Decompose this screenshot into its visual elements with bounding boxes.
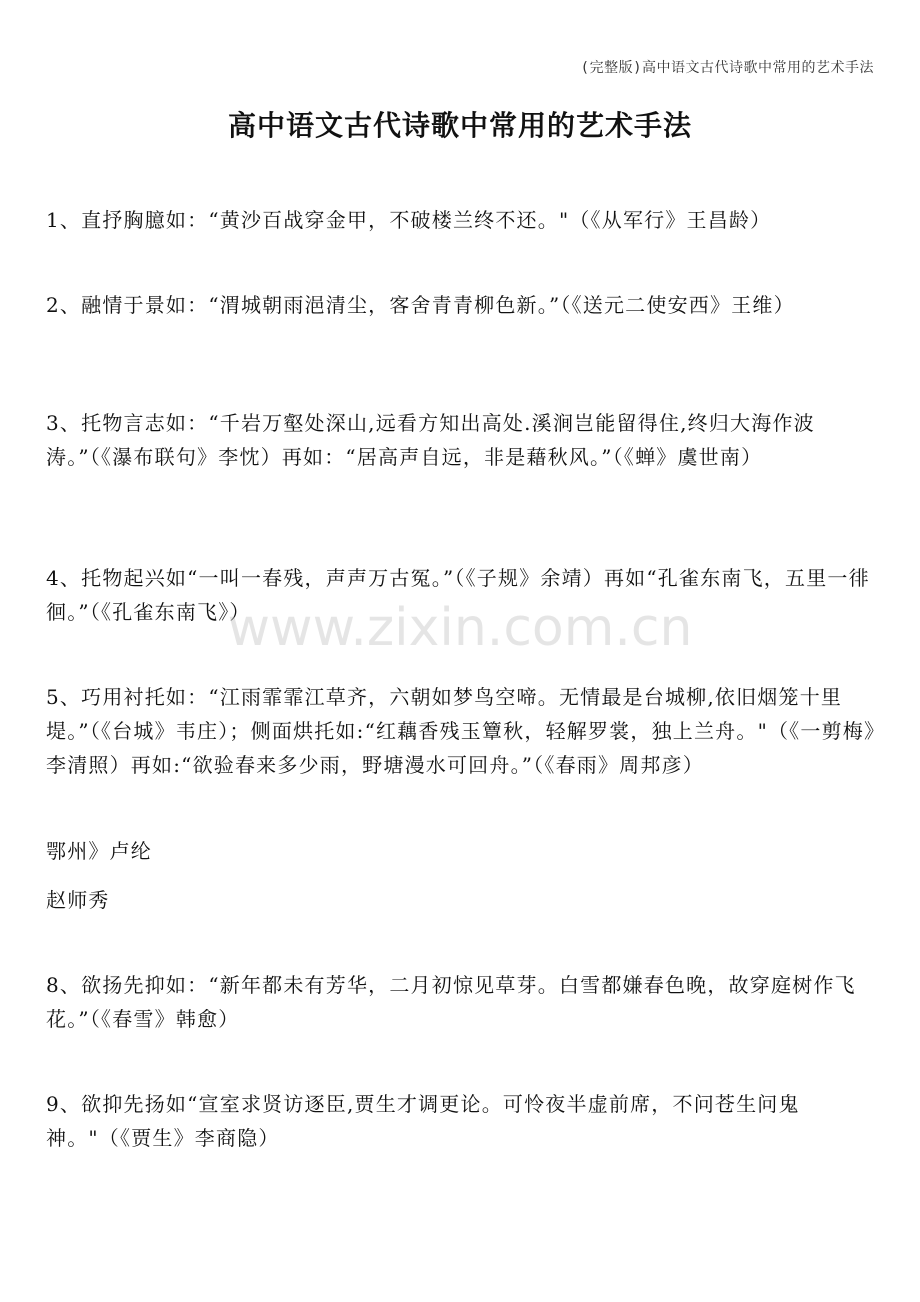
paragraph-fragment-zhao: 赵师秀 [46,888,110,912]
running-header: (完整版)高中语文古代诗歌中常用的艺术手法 [580,60,874,76]
paragraph-4-object-evocation: 4、托物起兴如“一叫一春残，声声万古冤。”（《子规》余靖）再如“孔雀东南飞，五里一徘徊。”（《孔雀东南飞》） [46,566,870,624]
watermark: www.zixin.com.cn [227,598,693,658]
paragraph-8-suppress-then-praise: 8、欲扬先抑如：“新年都未有芳华，二月初惊见草芽。白雪都嫌春色晚，故穿庭树作飞花。”（《春雪》韩愈） [46,973,856,1031]
page-title: 高中语文古代诗歌中常用的艺术手法 [227,109,692,142]
paragraph-2-emotion-in-scenery: 2、融情于景如：“渭城朝雨浥清尘，客舍青青柳色新。”（《送元二使安西》王维） [46,293,795,317]
paragraph-9-praise-then-suppress: 9、欲抑先扬如“宣室求贤访逐臣,贾生才调更论。可怜夜半虚前席，不问苍生问鬼神。"（《贾生》李商隐） [46,1092,800,1150]
paragraph-3-object-aspiration: 3、托物言志如：“千岩万壑处深山,远看方知出高处.溪涧岂能留得住,终归大海作波涛。”（《瀑布联句》李忱）再如：“居高声自远，非是藉秋风。”（《蝉》虞世南） [46,411,815,469]
paragraph-fragment-ezhou: 鄂州》卢纶 [46,839,152,863]
paragraph-5-contrast: 5、巧用衬托如：“江雨霏霏江草齐，六朝如梦鸟空啼。无情最是台城柳,依旧烟笼十里堤。”（《台城》韦庄）；侧面烘托如:“红藕香残玉簟秋，轻解罗裳，独上兰舟。"（《一剪梅》李清照）再如:“欲验春来多少雨，野塘漫水可回舟。”（《春雨》周邦彦） [46,685,876,777]
paragraph-1-direct-expression: 1、直抒胸臆如：“黄沙百战穿金甲，不破楼兰终不还。"（《从军行》王昌龄） [46,208,772,232]
